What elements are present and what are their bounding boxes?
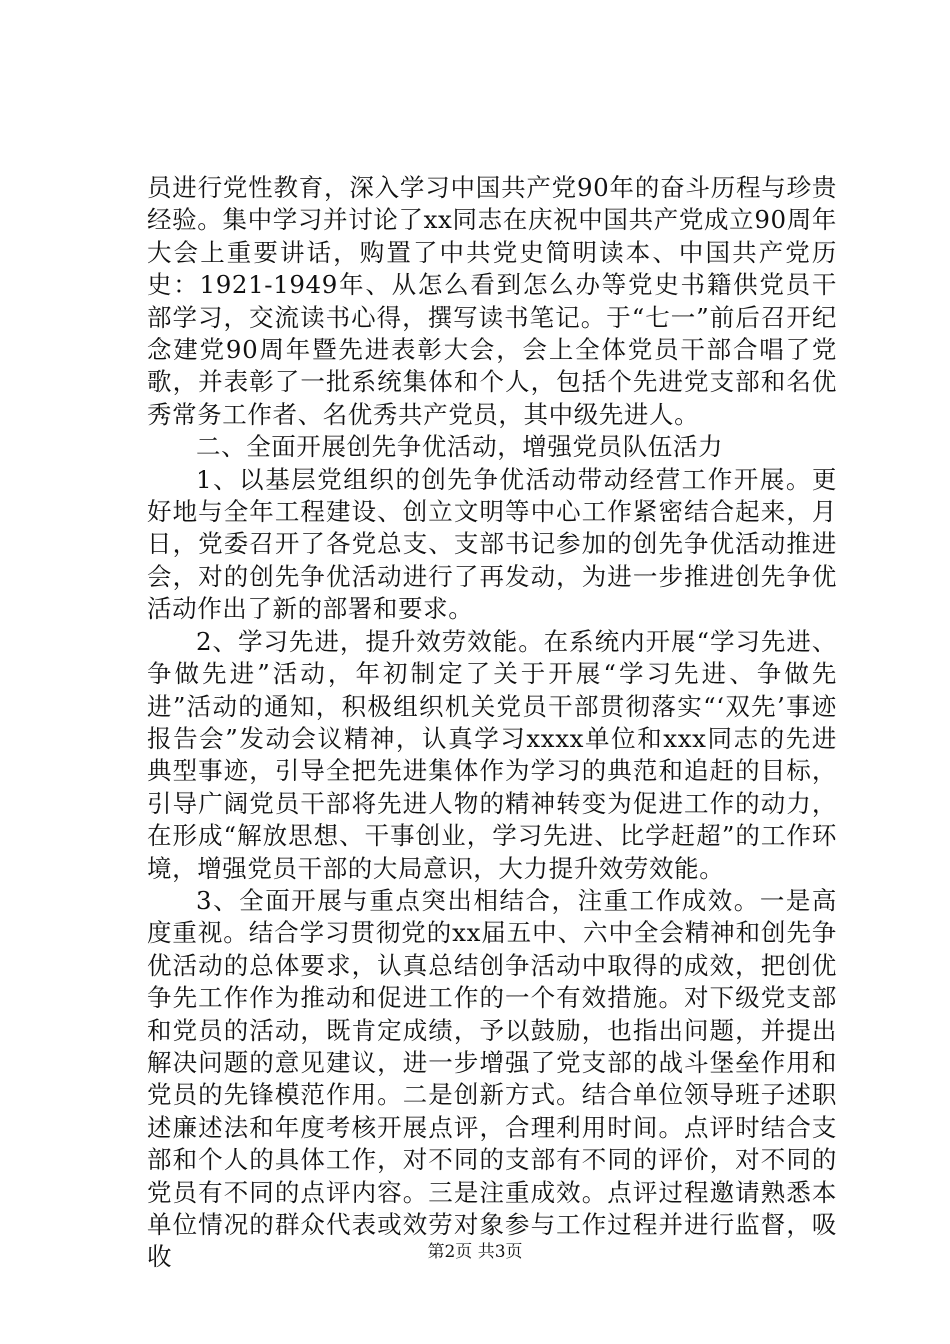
paragraph-item-1: 1、以基层党组织的创先争优活动带动经营工作开展。更好地与全年工程建设、创立文明等中心工作紧密结合起来，月日，党委召开了各党总支、支部书记参加的创先争优活动推进会，对的创先争优活动进行了再发动，为进一步推进创先争优活动作出了新的部署和要求。 — [147, 464, 837, 624]
page-number: 第2页 共3页 — [427, 1242, 523, 1262]
document-body — [147, 172, 837, 1274]
section-heading: 二、全面开展创先争优活动，增强党员队伍活力 — [196, 432, 724, 462]
paragraph-item-3: 3、全面开展与重点突出相结合，注重工作成效。一是高度重视。结合学习贯彻党的xx届五中、六中全会精神和创先争优活动的总体要求，认真总结创争活动中取得的成效，把创优争先工作作为推动和促进工作的一个有效措施。对下级党支部和党员的活动，既肯定成绩，予以鼓励，也指出问题，并提出解决问题的意见建议，进一步增强了党支部的战斗堡垒作用和党员的先锋模范作用。二是创新方式。结合单位领导班子述职述廉述法和年度考核开展点评，合理利用时间。点评时结合支部和个人的具体工作，对不同的支部有不同的评价，对不同的党员有不同的点评内容。三是注重成效。点评过程邀请熟悉本单位情况的群众代表或效劳对象参与工作过程并进行监督，吸收 — [147, 885, 837, 1272]
paragraph-item-2: 2、学习先进，提升效劳效能。在系统内开展“学习先进、争做先进”活动，年初制定了关于开展“学习先进、争做先进”活动的通知，积极组织机关党员干部贯彻落实“‘双先’事迹报告会”发动会议精神，认真学习xxxx单位和xxx同志的先进典型事迹，引导全把先进集体作为学习的典范和追赶的目标，引导广阔党员干部将先进人物的精神转变为促进工作的动力，在形成“解放思想、干事创业，学习先进、比学赶超”的工作环境，增强党员干部的大局意识，大力提升效劳效能。 — [147, 626, 837, 883]
page-footer — [0, 1241, 950, 1263]
paragraph-continuation: 员进行党性教育，深入学习中国共产党90年的奋斗历程与珍贵经验。集中学习并讨论了xx同志在庆祝中国共产党成立90周年大会上重要讲话，购置了中共党史简明读本、中国共产党历史：1921-1949年、从怎么看到怎么办等党史书籍供党员干部学习，交流读书心得，撰写读书笔记。于“七一”前后召开纪念建党90周年暨先进表彰大会，会上全体党员干部合唱了党歌，并表彰了一批系统集体和个人，包括个先进党支部和名优秀常务工作者、名优秀共产党员，其中级先进人。 — [147, 173, 837, 429]
